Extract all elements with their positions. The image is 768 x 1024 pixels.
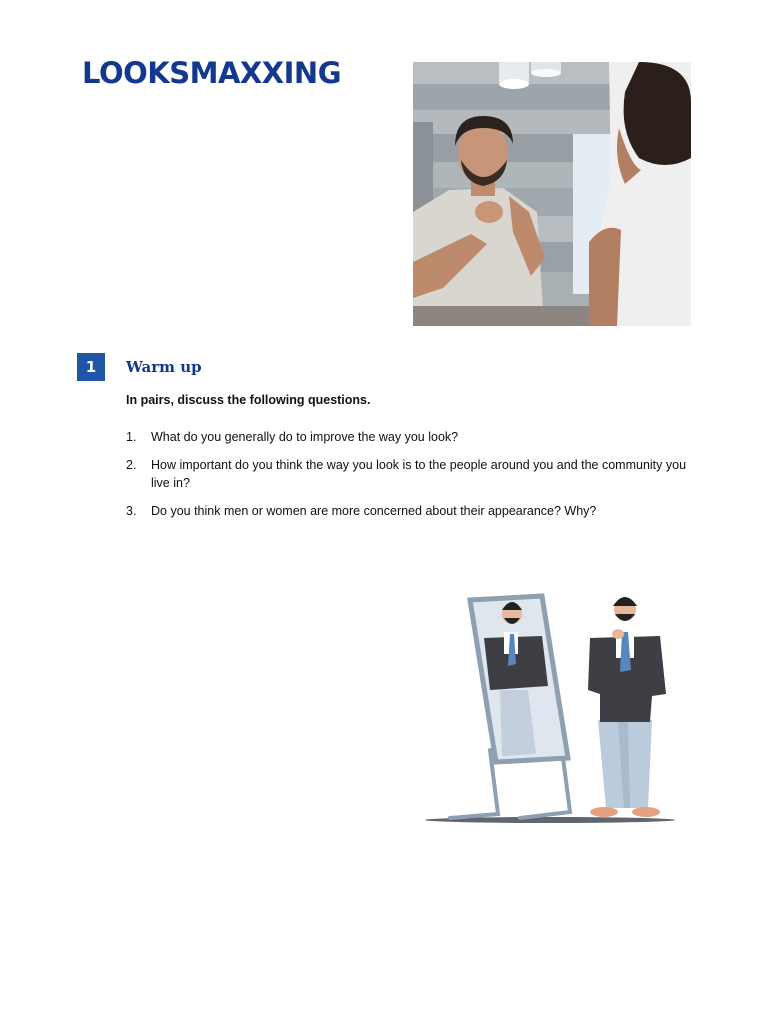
question-list: [126, 428, 692, 530]
question-number: 1.: [126, 430, 137, 444]
question-text: Do you think men or women are more concerned about their appearance? Why?: [151, 504, 597, 518]
question-number: 3.: [126, 504, 137, 518]
question-item: [126, 456, 692, 492]
question-item: [126, 502, 692, 520]
question-text: What do you generally do to improve the way you look?: [151, 430, 459, 444]
mirror-illustration: [420, 590, 675, 830]
section-title: Warm up: [126, 358, 202, 376]
page-title: LOOKSMAXXING: [82, 56, 341, 90]
question-text: How important do you think the way you look is to the people around you and the community you live in?: [151, 458, 687, 490]
section-number-badge: 1: [77, 353, 105, 381]
question-number: 2.: [126, 458, 137, 472]
question-item: [126, 428, 692, 446]
hero-photo: [413, 62, 691, 326]
section-instruction: In pairs, discuss the following questions.: [126, 393, 371, 407]
